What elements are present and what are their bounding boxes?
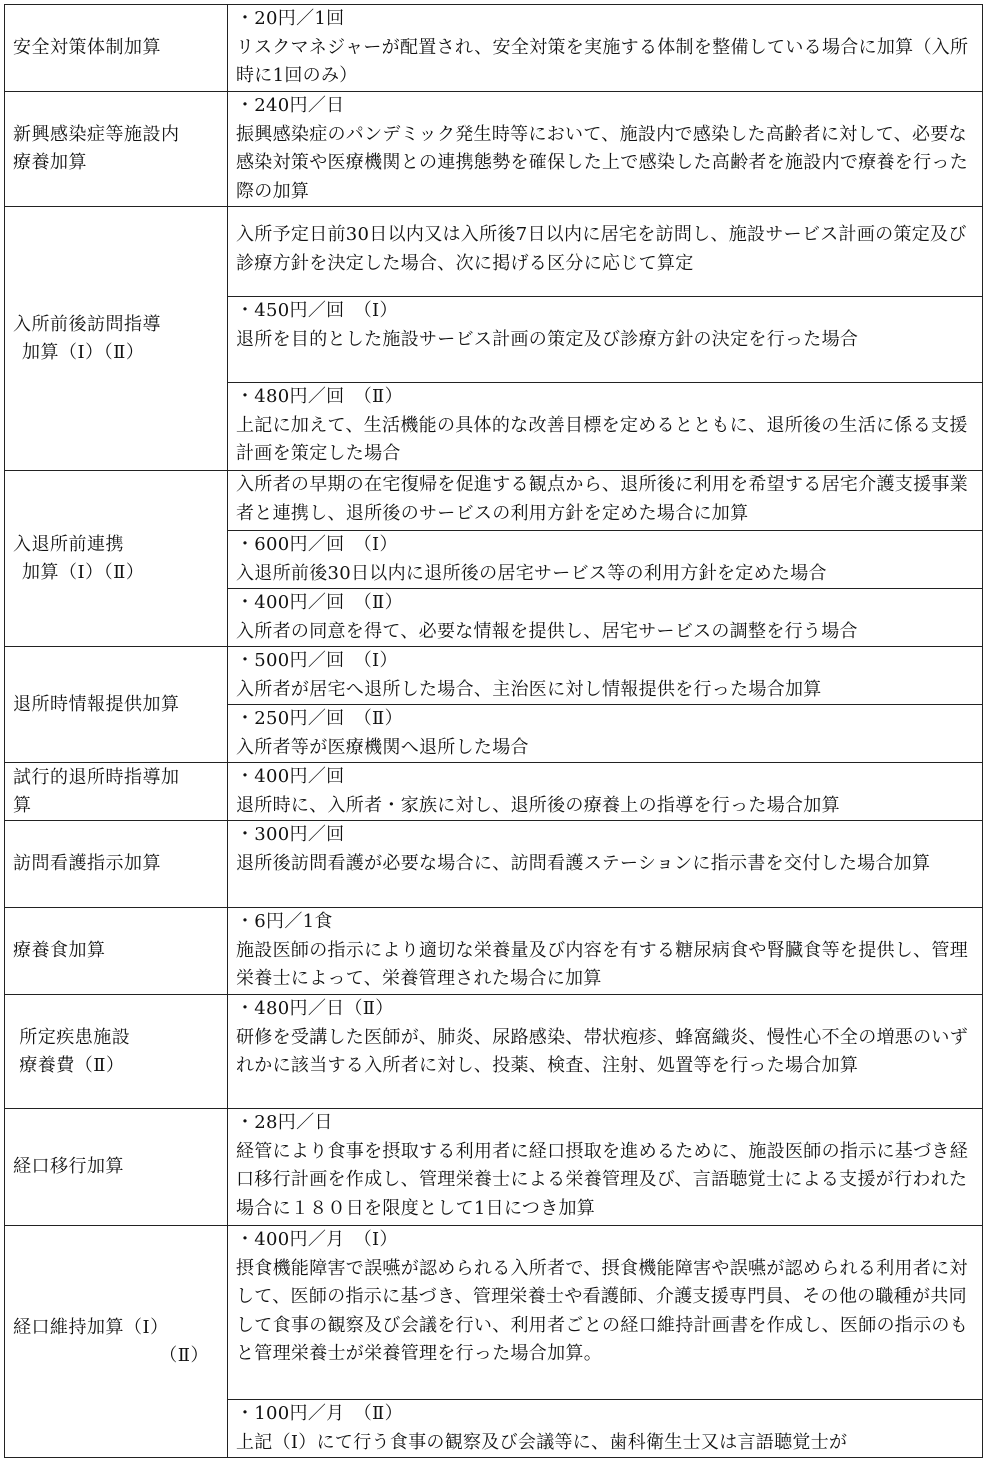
fee-rate: ・400円／回 xyxy=(236,766,345,787)
item-name: 退所時情報提供加算 xyxy=(13,693,180,715)
table-row xyxy=(5,471,983,531)
fee-description: 退所時に、入所者・家族に対し、退所後の療養上の指導を行った場合加算 xyxy=(236,794,840,816)
fee-description: 退所を目的とした施設サービス計画の策定及び診療方針の決定を行った場合 xyxy=(236,328,859,350)
fee-description: 上記（Ⅰ）にて行う食事の観察及び会議等に、歯科衛生士又は言語聴覚士が xyxy=(236,1431,848,1453)
item-name: 入所前後訪問指導 xyxy=(13,313,161,335)
fee-description: 経管により食事を摂取する利用者に経口摂取を進めるために、施設医師の指示に基づき経口移行計画を作成し、管理栄養士による栄養管理及び、言語聴覚士による支援が行われた場合に１８０日を限度として1日につき加算 xyxy=(236,1140,968,1219)
fee-description: 入所予定日前30日以内又は入所後7日以内に居宅を訪問し、施設サービス計画の策定及び診療方針を決定した場合、次に掲げる区分に応じて算定 xyxy=(236,224,967,274)
fee-rate: ・500円／回 （Ⅰ） xyxy=(236,650,398,671)
fee-rate: ・400円／月 （Ⅰ） xyxy=(236,1229,398,1250)
fee-rate: ・400円／回 （Ⅱ） xyxy=(236,592,403,613)
item-name-cell xyxy=(5,1109,228,1226)
item-desc-cell xyxy=(228,531,983,589)
item-desc-cell xyxy=(228,647,983,705)
table-row xyxy=(5,647,983,705)
item-name: （Ⅱ） xyxy=(159,1344,209,1366)
item-desc-cell xyxy=(228,297,983,383)
item-name-cell xyxy=(5,763,228,821)
table-row xyxy=(5,763,983,821)
fee-description: 入所者の同意を得て、必要な情報を提供し、居宅サービスの調整を行う場合 xyxy=(236,620,858,642)
fee-description: 施設医師の指示により適切な栄養量及び内容を有する糖尿病食や腎臓食等を提供し、管理栄養士によって、栄養管理された場合に加算 xyxy=(236,939,968,989)
fee-rate: ・480円／回 （Ⅱ） xyxy=(236,386,403,407)
item-name: 療養加算 xyxy=(13,152,87,173)
item-desc-cell xyxy=(228,5,983,92)
item-desc-cell xyxy=(228,471,983,531)
item-name-cell xyxy=(5,995,228,1109)
fee-rate: ・28円／日 xyxy=(236,1112,333,1133)
item-name-cell xyxy=(5,908,228,995)
item-name: 加算（Ⅰ）（Ⅱ） xyxy=(22,561,145,583)
item-desc-cell xyxy=(228,821,983,908)
fee-description: 摂食機能障害で誤嚥が認められる入所者で、摂食機能障害や誤嚥が認められる利用者に対して、医師の指示に基づき、管理栄養士や看護師、介護支援専門員、その他の職種が共同して食事の観察及び会議を行い、利用者ごとの経口維持計画書を作成し、医師の指示のもと管理栄養士が栄養管理を行った場合加算。 xyxy=(236,1257,968,1364)
fee-description: 入所者が居宅へ退所した場合、主治医に対し情報提供を行った場合加算 xyxy=(236,678,822,700)
table-row xyxy=(5,908,983,995)
fee-description: 研修を受講した医師が、肺炎、尿路感染、帯状疱疹、蜂窩織炎、慢性心不全の増悪のいずれかに該当する入所者に対し、投薬、検査、注射、処置等を行った場合加算 xyxy=(236,1026,968,1076)
fee-rate: ・600円／回 （Ⅰ） xyxy=(236,534,398,555)
table-row xyxy=(5,1226,983,1400)
item-name-cell xyxy=(5,1226,228,1458)
item-name-cell xyxy=(5,821,228,908)
table-row xyxy=(5,5,983,92)
item-name: 経口維持加算（Ⅰ） xyxy=(13,1316,169,1338)
item-name: 新興感染症等施設内 xyxy=(13,124,180,145)
fee-rate: ・480円／日（Ⅱ） xyxy=(236,998,394,1019)
item-desc-cell xyxy=(228,207,983,297)
fee-description: 上記に加えて、生活機能の具体的な改善目標を定めるとともに、退所後の生活に係る支援計画を策定した場合 xyxy=(236,414,968,464)
fee-description: 入所者等が医療機関へ退所した場合 xyxy=(236,736,529,758)
table-row xyxy=(5,207,983,297)
fee-rate: ・240円／日 xyxy=(236,95,345,116)
table-row xyxy=(5,821,983,908)
fee-rate: ・6円／1食 xyxy=(236,911,333,932)
fee-rate: ・100円／月 （Ⅱ） xyxy=(236,1403,403,1424)
fee-description: 入所者の早期の在宅復帰を促進する観点から、退所後に利用を希望する居宅介護支援事業者と連携し、退所後のサービスの利用方針を定めた場合に加算 xyxy=(236,474,968,524)
item-name: 所定疾患施設 xyxy=(13,1026,131,1048)
fee-rate: ・20円／1回 xyxy=(236,8,345,29)
item-name: 療養食加算 xyxy=(13,940,106,961)
item-name: 試行的退所時指導加 xyxy=(13,766,180,788)
item-name: 安全対策体制加算 xyxy=(13,37,161,58)
item-desc-cell xyxy=(228,589,983,647)
table-row xyxy=(5,995,983,1109)
table-row xyxy=(5,1109,983,1226)
fee-description: 振興感染症のパンデミック発生時等において、施設内で感染した高齢者に対して、必要な感染対策や医療機関との連携態勢を確保した上で感染した高齢者を施設内で療養を行った際の加算 xyxy=(236,123,968,202)
fee-rate: ・450円／回 （Ⅰ） xyxy=(236,300,398,321)
table-row xyxy=(5,92,983,207)
fee-table xyxy=(4,4,983,1458)
item-name-cell xyxy=(5,471,228,647)
item-name: 訪問看護指示加算 xyxy=(13,853,161,874)
item-desc-cell xyxy=(228,908,983,995)
item-desc-cell xyxy=(228,1400,983,1458)
fee-description: リスクマネジャーが配置され、安全対策を実施する体制を整備している場合に加算（入所時に1回のみ） xyxy=(236,36,969,86)
fee-description: 入退所前後30日以内に退所後の居宅サービス等の利用方針を定めた場合 xyxy=(236,562,827,584)
item-name-cell xyxy=(5,207,228,471)
item-desc-cell xyxy=(228,705,983,763)
item-name: 加算（Ⅰ）（Ⅱ） xyxy=(22,341,145,363)
fee-description: 退所後訪問看護が必要な場合に、訪問看護ステーションに指示書を交付した場合加算 xyxy=(236,852,931,874)
fee-rate: ・250円／回 （Ⅱ） xyxy=(236,708,403,729)
item-desc-cell xyxy=(228,383,983,471)
item-name-cell xyxy=(5,647,228,763)
item-name: 経口移行加算 xyxy=(13,1156,124,1177)
item-name-cell xyxy=(5,92,228,207)
item-name: 算 xyxy=(13,794,32,816)
item-name: 入退所前連携 xyxy=(13,533,124,555)
item-desc-cell xyxy=(228,995,983,1109)
item-desc-cell xyxy=(228,1226,983,1400)
item-desc-cell xyxy=(228,1109,983,1226)
fee-rate: ・300円／回 xyxy=(236,824,345,845)
item-desc-cell xyxy=(228,92,983,207)
item-desc-cell xyxy=(228,763,983,821)
item-name-cell xyxy=(5,5,228,92)
item-name: 療養費（Ⅱ） xyxy=(13,1054,125,1076)
